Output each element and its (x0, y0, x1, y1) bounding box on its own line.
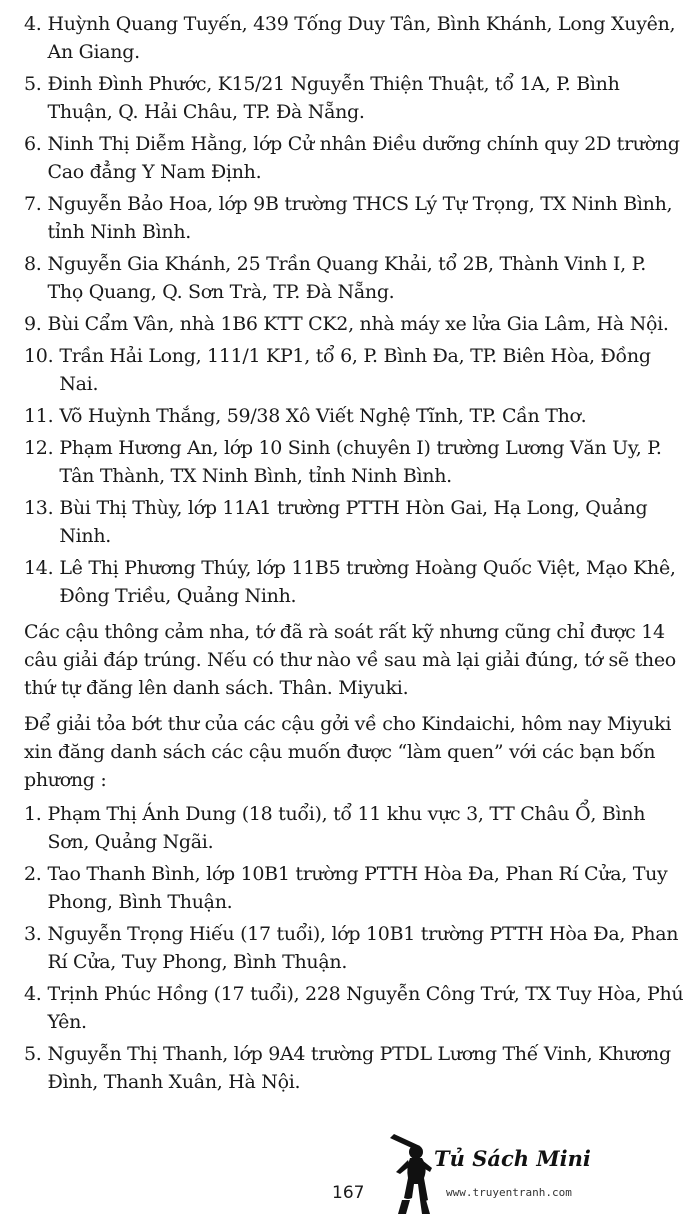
list-item (24, 554, 686, 610)
list-item-number: 4. (24, 983, 42, 1005)
list-item-number: 12. (24, 437, 54, 459)
list-item (24, 860, 686, 916)
warrior-figure-icon (386, 1128, 446, 1218)
list-item-number: 5. (24, 1043, 42, 1065)
list-item-text: Phạm Hương An, lớp 10 Sinh (chuyên I) trường Lương Văn Uy, P. Tân Thành, TX Ninh Bình, tỉnh Ninh Bình. (59, 437, 662, 487)
list-item-text: Trịnh Phúc Hồng (17 tuổi), 228 Nguyễn Công Trứ, TX Tuy Hòa, Phú Yên. (47, 983, 684, 1033)
list-item-number: 7. (24, 193, 42, 215)
list-item-text: Đinh Đình Phước, K15/21 Nguyễn Thiện Thuật, tổ 1A, P. Bình Thuận, Q. Hải Châu, TP. Đà Nẵng. (47, 73, 620, 123)
document-body (24, 10, 686, 1096)
address-list-2 (24, 800, 686, 1096)
list-item-text: Tao Thanh Bình, lớp 10B1 trường PTTH Hòa Đa, Phan Rí Cửa, Tuy Phong, Bình Thuận. (47, 863, 668, 913)
list-item-text: Nguyễn Bảo Hoa, lớp 9B trường THCS Lý Tự Trọng, TX Ninh Bình, tỉnh Ninh Bình. (47, 193, 673, 243)
list-item (24, 980, 686, 1036)
list-item (24, 10, 686, 66)
watermark-title: Tủ Sách Mini (434, 1146, 591, 1171)
address-list-1 (24, 10, 686, 610)
list-item-number: 10. (24, 345, 54, 367)
list-item-number: 3. (24, 923, 42, 945)
list-item-text: Võ Huỳnh Thắng, 59/38 Xô Viết Nghệ Tĩnh, TP. Cần Thơ. (59, 405, 587, 427)
list-item (24, 920, 686, 976)
watermark-url: www.truyentranh.com (446, 1186, 572, 1199)
paragraph-intro: Để giải tỏa bớt thư của các cậu gởi về cho Kindaichi, hôm nay Miyuki xin đăng danh sách các cậu muốn được “làm quen” với các bạn bốn phương : (24, 713, 672, 791)
list-item (24, 1040, 686, 1096)
list-item-text: Phạm Thị Ánh Dung (18 tuổi), tổ 11 khu vực 3, TT Châu Ổ, Bình Sơn, Quảng Ngãi. (47, 803, 646, 853)
list-item (24, 310, 686, 338)
list-item-number: 5. (24, 73, 42, 95)
list-item-number: 4. (24, 13, 42, 35)
list-item-text: Nguyễn Trọng Hiếu (17 tuổi), lớp 10B1 trường PTTH Hòa Đa, Phan Rí Cửa, Tuy Phong, Bình Thuận. (47, 923, 679, 973)
list-item (24, 70, 686, 126)
list-item-text: Nguyễn Gia Khánh, 25 Trần Quang Khải, tổ 2B, Thành Vinh I, P. Thọ Quang, Q. Sơn Trà, TP. Đà Nẵng. (47, 253, 646, 303)
list-item (24, 494, 686, 550)
list-item (24, 402, 686, 430)
list-item-number: 6. (24, 133, 42, 155)
list-item (24, 342, 686, 398)
list-item (24, 190, 686, 246)
list-item (24, 800, 686, 856)
page-number: 167 (332, 1183, 365, 1203)
paragraph-note: Các cậu thông cảm nha, tớ đã rà soát rất kỹ nhưng cũng chỉ được 14 câu giải đáp trúng. Nếu có thư nào về sau mà lại giải đúng, tớ sẽ theo thứ tự đăng lên danh sách. Thân. Miyuki. (24, 621, 676, 699)
list-item-number: 2. (24, 863, 42, 885)
list-item-text: Trần Hải Long, 111/1 KP1, tổ 6, P. Bình Đa, TP. Biên Hòa, Đồng Nai. (59, 345, 651, 395)
list-item-text: Huỳnh Quang Tuyến, 439 Tống Duy Tân, Bình Khánh, Long Xuyên, An Giang. (47, 13, 676, 63)
list-item-text: Lê Thị Phương Thúy, lớp 11B5 trường Hoàng Quốc Việt, Mạo Khê, Đông Triều, Quảng Ninh. (59, 557, 676, 607)
watermark (386, 1128, 591, 1218)
list-item (24, 250, 686, 306)
list-item-number: 9. (24, 313, 42, 335)
list-item-number: 1. (24, 803, 42, 825)
list-item-text: Bùi Thị Thùy, lớp 11A1 trường PTTH Hòn Gai, Hạ Long, Quảng Ninh. (59, 497, 648, 547)
list-item-number: 11. (24, 405, 54, 427)
list-item (24, 434, 686, 490)
list-item-number: 13. (24, 497, 54, 519)
list-item-text: Nguyễn Thị Thanh, lớp 9A4 trường PTDL Lương Thế Vinh, Khương Đình, Thanh Xuân, Hà Nội. (47, 1043, 671, 1093)
list-item-text: Ninh Thị Diễm Hằng, lớp Cử nhân Điều dưỡng chính quy 2D trường Cao đẳng Y Nam Định. (47, 133, 680, 183)
list-item-number: 8. (24, 253, 42, 275)
list-item-number: 14. (24, 557, 54, 579)
list-item (24, 130, 686, 186)
list-item-text: Bùi Cẩm Vân, nhà 1B6 KTT CK2, nhà máy xe lửa Gia Lâm, Hà Nội. (47, 313, 669, 335)
